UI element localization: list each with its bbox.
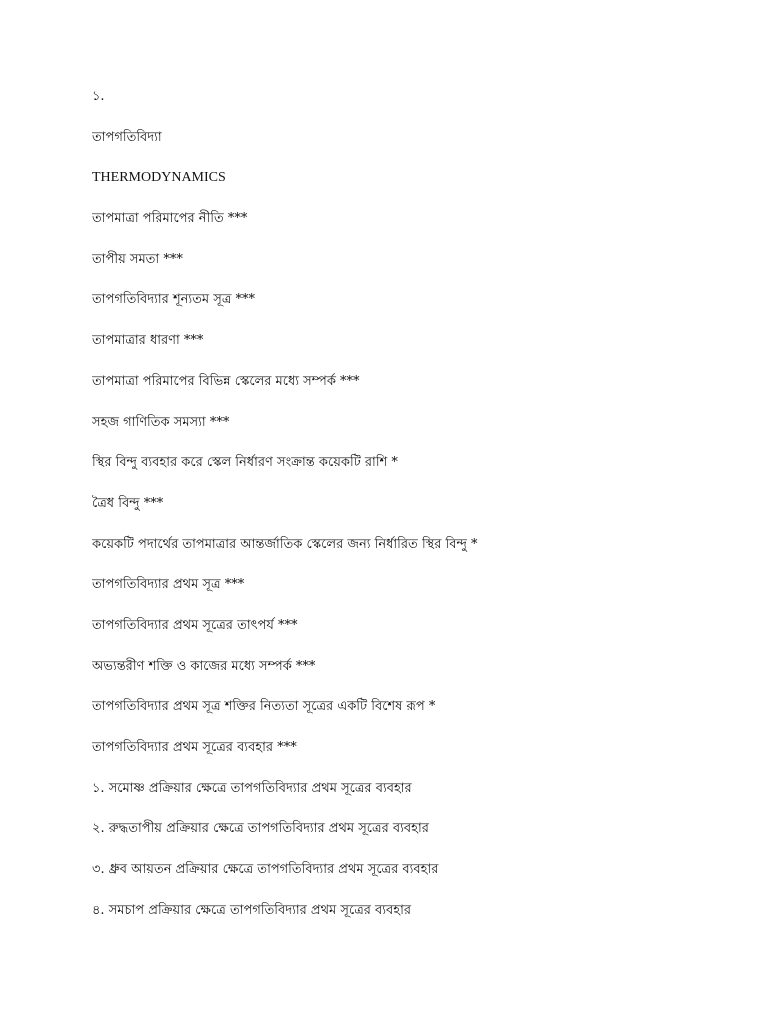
topic-line: অভ্যন্তরীণ শক্তি ও কাজের মধ্যে সম্পর্ক *** <box>92 658 316 674</box>
topic-line: তাপমাত্রা পরিমাপের বিভিন্ন স্কেলের মধ্যে সম্পর্ক *** <box>92 373 360 389</box>
topic-line: স্থির বিন্দু ব্যবহার করে স্কেল নির্ধারণ সংক্রান্ত কয়েকটি রাশি * <box>92 455 398 471</box>
numbered-topic-line: ৩. ধ্রুব আয়তন প্রক্রিয়ার ক্ষেত্রে তাপগতিবিদ্যার প্রথম সূত্রের ব্যবহার <box>92 862 439 878</box>
topic-line: তাপগতিবিদ্যার প্রথম সূত্রের তাৎপর্য *** <box>92 617 298 633</box>
numbered-topic-line: ১. সমোষ্ণ প্রক্রিয়ার ক্ষেত্রে তাপগতিবিদ্যার প্রথম সূত্রের ব্যবহার <box>92 780 412 796</box>
chapter-number: ১. <box>92 89 105 104</box>
topic-line: ত্রৈধ বিন্দু *** <box>92 495 164 511</box>
chapter-title-bengali: তাপগতিবিদ্যা <box>92 129 162 145</box>
topic-line: তাপগতিবিদ্যার প্রথম সূত্র *** <box>92 577 245 593</box>
topic-line: সহজ গাণিতিক সমস্যা *** <box>92 414 230 430</box>
topic-line: কয়েকটি পদার্থের তাপমাত্রার আন্তর্জাতিক স্কেলের জন্য নির্ধারিত স্থির বিন্দু * <box>92 536 478 552</box>
numbered-topic-line: ২. রুদ্ধতাপীয় প্রক্রিয়ার ক্ষেত্রে তাপগতিবিদ্যার প্রথম সূত্রের ব্যবহার <box>92 821 429 837</box>
topic-line: তাপগতিবিদ্যার শূন্যতম সূত্র *** <box>92 292 256 308</box>
topic-line: তাপীয় সমতা *** <box>92 251 183 267</box>
topic-line: তাপগতিবিদ্যার প্রথম সূত্র শক্তির নিত্যতা সূত্রের একটি বিশেষ রূপ * <box>92 699 436 715</box>
topic-line: তাপমাত্রা পরিমাপের নীতি *** <box>92 211 248 227</box>
numbered-topic-line: ৪. সমচাপ প্রক্রিয়ার ক্ষেত্রে তাপগতিবিদ্যার প্রথম সূত্রের ব্যবহার <box>92 902 412 918</box>
document-page <box>92 86 732 940</box>
topic-line: তাপগতিবিদ্যার প্রথম সূত্রের ব্যবহার *** <box>92 740 297 755</box>
topic-line: তাপমাত্রার ধারণা *** <box>92 333 204 349</box>
chapter-title-english: THERMODYNAMICS <box>92 170 226 186</box>
